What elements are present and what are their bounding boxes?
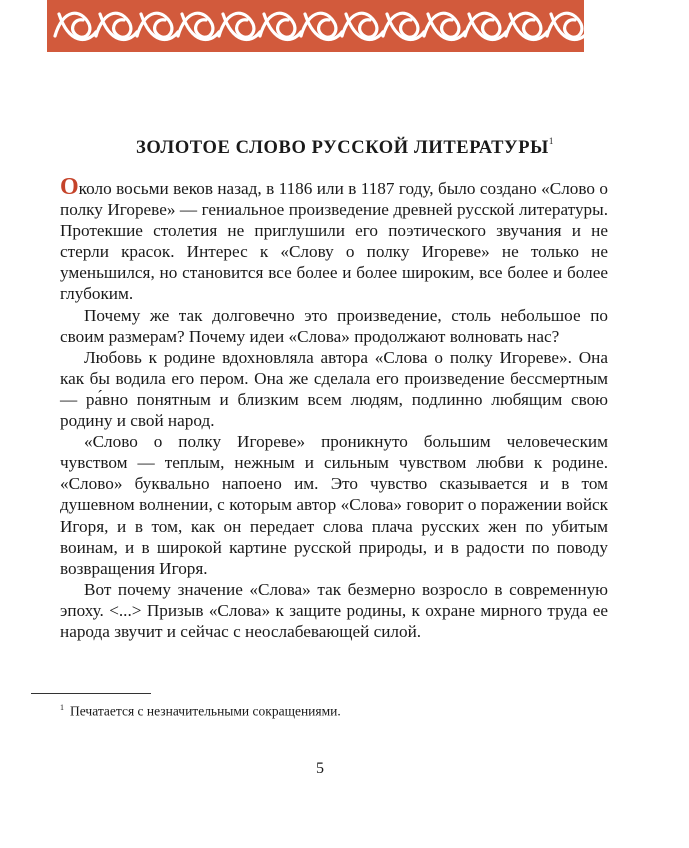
paragraph-1 bbox=[60, 174, 608, 305]
paragraph-1-text: коло восьми веков назад, в 1186 или в 1187 году, было создано «Слово о полку Игореве» — гениальное произведение древней русской литературы. Протекшие столетия не приглушили его поэтического звучания и не стерли красок. Интерес к «Слову о полку Игореве» не только не уменьшился, но становится все более и более широким, все более и более глубоким. bbox=[60, 179, 608, 304]
decorative-ornament-band bbox=[47, 0, 584, 52]
drop-cap: О bbox=[60, 174, 79, 200]
footnote-text: Печатается с незначительными сокращениями. bbox=[70, 703, 341, 719]
page-title bbox=[60, 138, 630, 159]
page-number: 5 bbox=[316, 760, 324, 777]
ornament-background bbox=[47, 0, 584, 52]
paragraph-5: Вот почему значение «Слова» так безмерно возросло в современную эпоху. <...> Призыв «Слова» к защите родины, к охране мирного труда ее народа звучит и сейчас с неослабевающей силой. bbox=[60, 579, 608, 641]
title-text: ЗОЛОТОЕ СЛОВО РУССКОЙ ЛИТЕРАТУРЫ bbox=[136, 138, 549, 159]
article-body bbox=[60, 174, 608, 642]
footnote-mark: 1 bbox=[60, 703, 64, 712]
footnote-divider bbox=[31, 693, 151, 694]
paragraph-2: Почему же так долговечно это произведение, столь небольшое по своим размерам? Почему идеи «Слова» продолжают волновать нас? bbox=[60, 305, 608, 346]
title-footnote-mark: 1 bbox=[548, 136, 554, 146]
footnote bbox=[60, 703, 620, 720]
paragraph-4: «Слово о полку Игореве» проникнуто большим человеческим чувством — теплым, нежным и сильным чувством любви к родине. «Слово» буквально напоено им. Это чувство сказывается и в том душевном волнении, с которым автор «Слова» говорит о поражении войск Игоря, и в том, как он передает слова плача русских жен по убитым воинам, и в широкой картине русской природы, и в радости по поводу возвращения Игоря. bbox=[60, 432, 608, 578]
paragraph-3: Любовь к родине вдохновляла автора «Слова о полку Игореве». Она как бы водила его пером. Она же сделала его произведение бессмертным — ра́вно понятным и близким всем людям, подлинно любящим свою родину и свой народ. bbox=[60, 347, 608, 431]
